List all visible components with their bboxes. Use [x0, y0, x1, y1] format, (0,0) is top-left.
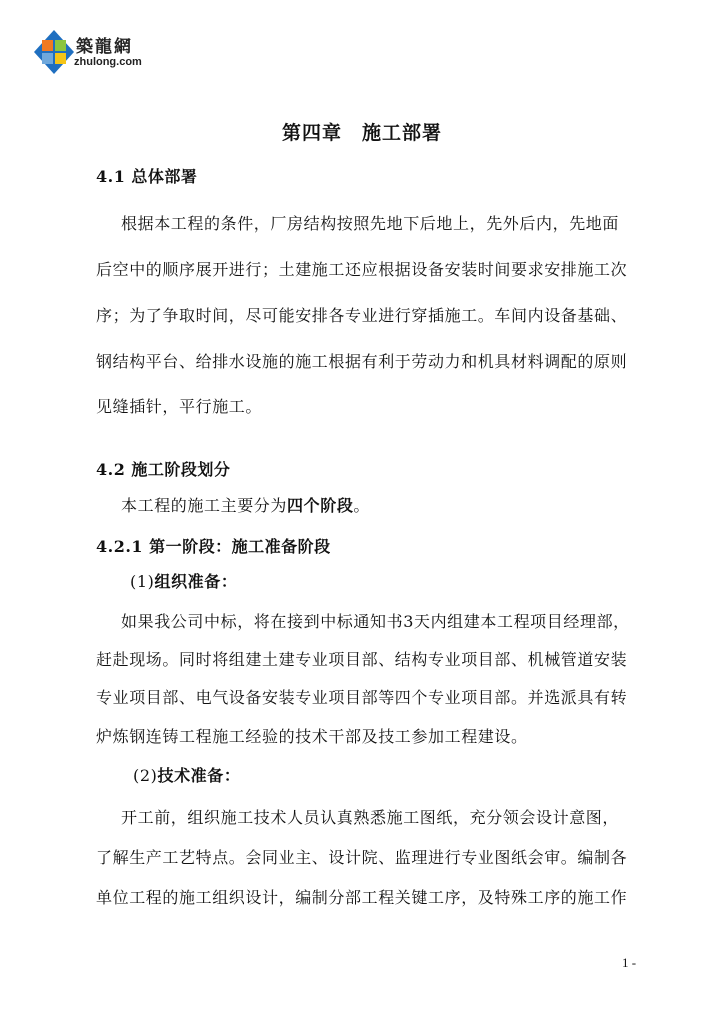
section-4-2-1-heading: 4.2.1 第一阶段：施工准备阶段 [96, 537, 331, 556]
intro-emphasis: 四个阶段 [287, 496, 354, 515]
paragraph-line: 专业项目部、电气设备安装专业项目部等四个专业项目部。并选派具有转 [96, 688, 628, 707]
section-4-2-heading: 4.2 施工阶段划分 [96, 460, 231, 479]
paragraph-line: 后空中的顺序展开进行；土建施工还应根据设备安装时间要求安排施工次 [96, 260, 628, 279]
item-1-heading [130, 571, 237, 593]
item-2-label: 技术准备： [157, 766, 241, 785]
paragraph-line: 钢结构平台、给排水设施的施工根据有利于劳动力和机具材料调配的原则 [96, 352, 628, 371]
logo-diamond-icon [34, 30, 74, 74]
section-4-1-heading: 4.1 总体部署 [96, 167, 198, 186]
intro-period: 。 [353, 496, 371, 515]
item-2-number: (2) [133, 766, 158, 785]
paragraph-line: 见缝插针，平行施工。 [96, 397, 263, 416]
paragraph-line: 炉炼钢连铸工程施工经验的技术干部及技工参加工程建设。 [96, 727, 528, 746]
item-1-label: 组织准备： [154, 572, 238, 591]
paragraph-line: 根据本工程的条件，厂房结构按照先地下后地上，先外后内，先地面 [121, 214, 620, 233]
logo-domain-text: zhulong.com [74, 56, 142, 68]
paragraph-line: 开工前，组织施工技术人员认真熟悉施工图纸，充分领会设计意图， [121, 808, 620, 827]
item-1-number: (1) [130, 572, 155, 591]
paragraph-line: 单位工程的施工组织设计，编制分部工程关键工序，及特殊工序的施工作 [96, 888, 628, 907]
zhulong-logo [34, 30, 154, 74]
chapter-title: 第四章 施工部署 [281, 122, 442, 144]
section-4-2-intro [121, 495, 370, 517]
page-number: 1 - [622, 955, 637, 970]
intro-text: 本工程的施工主要分为 [121, 496, 288, 515]
paragraph-line: 赶赴现场。同时将组建土建专业项目部、结构专业项目部、机械管道安装 [96, 650, 628, 669]
logo-chinese-text: 築龍網 [76, 37, 133, 57]
paragraph-line: 序；为了争取时间，尽可能安排各专业进行穿插施工。车间内设备基础、 [96, 306, 628, 325]
paragraph-line: 如果我公司中标，将在接到中标通知书3天内组建本工程项目经理部， [121, 612, 630, 631]
paragraph-line: 了解生产工艺特点。会同业主、设计院、监理进行专业图纸会审。编制各 [96, 848, 628, 867]
item-2-heading [133, 765, 240, 787]
